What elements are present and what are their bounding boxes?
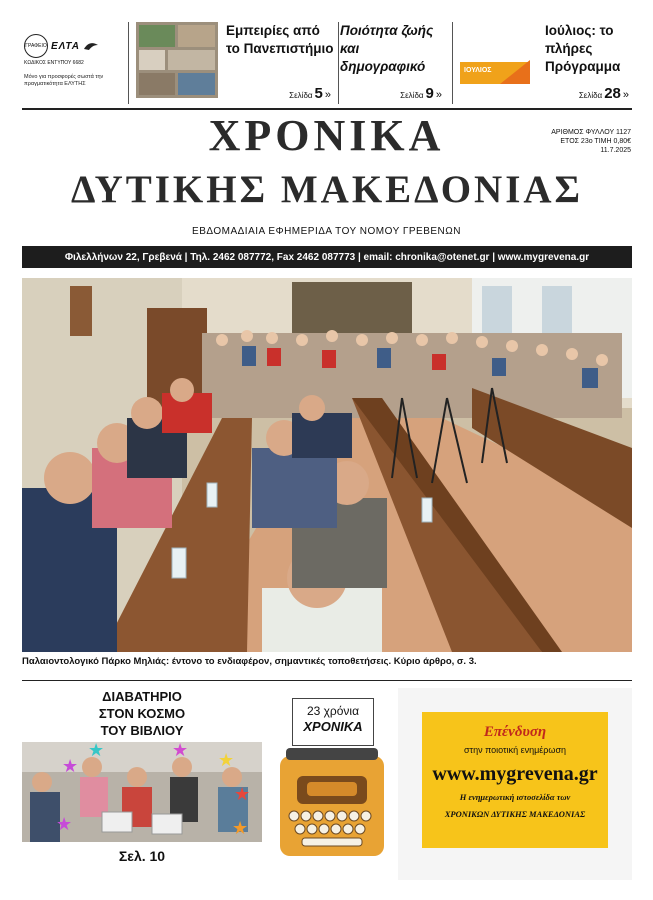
teaser-title: Ποιότητα ζωής και δημογραφικό [340, 23, 434, 74]
book-headline-line: ΣΤΟΝ ΚΟΣΜΟ [98, 706, 186, 721]
divider [452, 22, 453, 104]
july-logo [460, 52, 530, 86]
svg-text:★: ★ [88, 742, 105, 761]
bottom-rule [22, 680, 632, 681]
photo-caption: Παλαιοντολογικό Πάρκο Μηλιάς: έντονο το ενδιαφέρον, σημαντικές τοποθετήσεις. Κύριο άρθρο, σ. 3. [22, 656, 477, 667]
children-books-image [22, 742, 262, 842]
page-label: Σελίδα [289, 91, 313, 100]
page-number: 9 [425, 85, 434, 102]
book-page-ref: Σελ. 10 [118, 848, 166, 864]
chevron-right-icon: » [435, 89, 442, 101]
elta-bird-icon [83, 40, 99, 52]
masthead-title: ΧΡΟΝΙΚΑ [208, 111, 445, 160]
elta-note: Μόνο για προσφορές σωστά την πραγματικότητα ΕΛΥΤΗΣ [24, 74, 104, 87]
teaser-page [579, 85, 629, 102]
elta-circle-stamp: ΓΡΑΦΕΙΟ [24, 34, 48, 58]
svg-text:★: ★ [172, 742, 189, 761]
divider [128, 22, 129, 104]
page-number: 28 [604, 85, 621, 102]
issue-info [551, 128, 631, 155]
ad-headline: Επένδυση [483, 724, 547, 740]
svg-text:★: ★ [62, 756, 79, 777]
july-logo-text: ΙΟΥΛΙΟΣ [464, 67, 492, 74]
ad-text [422, 724, 608, 820]
elta-code: ΚΩΔΙΚΟΣ ΕΝΤΥΠΟΥ 6682 [24, 60, 84, 66]
meeting-room-illustration [22, 278, 632, 652]
chevron-right-icon: » [622, 89, 629, 101]
contact-bar [22, 246, 632, 268]
teaser-page [400, 85, 442, 102]
top-strip [0, 0, 653, 108]
issue-number: ΑΡΙΘΜΟΣ ΦΥΛΛΟΥ 1127 [551, 129, 631, 136]
teaser-title: Εμπειρίες από το Πανεπιστήμιο [226, 23, 334, 56]
teaser-page [289, 85, 331, 102]
main-photo [22, 278, 632, 652]
chevron-right-icon: » [324, 89, 331, 101]
top-rule [22, 108, 632, 110]
page-label: Σελίδα [578, 91, 603, 100]
teaser-university[interactable] [132, 22, 337, 104]
teaser-july-program[interactable] [455, 22, 635, 104]
anniversary-years: 23 χρόνια [306, 704, 360, 718]
mygrevena-ad[interactable] [398, 688, 632, 880]
elta-postage-mark [24, 34, 124, 88]
book-headline-line: ΔΙΑΒΑΤΗΡΙΟ [102, 689, 182, 704]
teaser-quality-of-life[interactable] [340, 22, 448, 104]
ad-description: Η ενημερωτική ιστοσελίδα των [459, 792, 571, 802]
svg-text:★: ★ [218, 750, 235, 771]
teaser-collage-image [136, 22, 218, 98]
divider [338, 22, 339, 104]
svg-text:★: ★ [232, 818, 249, 839]
anniversary-title: ΧΡΟΝΙΚΑ [303, 719, 363, 734]
issue-year-price: ΕΤΟΣ 23ο ΤΙΜΗ 0,80€ [560, 138, 631, 145]
ad-url[interactable]: www.mygrevena.gr [432, 763, 598, 785]
book-headline [22, 688, 262, 739]
svg-text:★: ★ [234, 784, 251, 805]
anniversary-feature [272, 690, 392, 880]
ad-subline: στην ποιοτική ενημέρωση [463, 745, 567, 755]
anniversary-card [292, 698, 374, 746]
masthead-subtitle: ΔΥΤΙΚΗΣ ΜΑΚΕΔΟΝΙΑΣ [70, 168, 584, 211]
elta-logo-text: ΕΛΤΑ [51, 40, 81, 52]
typewriter-illustration [272, 736, 392, 866]
page-label: Σελίδα [400, 91, 424, 100]
contact-text: Φιλελλήνων 22, Γρεβενά | Τηλ. 2462 087772, Fax 2462 087773 | email: chronika@otenet.gr | www.mygrevena.gr [64, 251, 590, 263]
book-headline-line: ΤΟΥ ΒΙΒΛΙΟΥ [100, 723, 184, 738]
page-number: 5 [314, 85, 323, 102]
issue-date: 11.7.2025 [600, 147, 631, 154]
tagline: ΕΒΔΟΜΑΔΙΑΙΑ ΕΦΗΜΕΡΙΔΑ ΤΟΥ ΝΟΜΟΥ ΓΡΕΒΕΝΩΝ [192, 226, 461, 237]
elta-stamp [24, 34, 124, 58]
svg-text:★: ★ [56, 814, 73, 835]
book-passport-feature[interactable] [22, 688, 262, 878]
teaser-title: Ιούλιος: το πλήρες Πρόγραμμα [545, 23, 621, 74]
ad-description-2: ΧΡΟΝΙΚΩΝ ΔΥΤΙΚΗΣ ΜΑΚΕΔΟΝΙΑΣ [444, 809, 586, 819]
